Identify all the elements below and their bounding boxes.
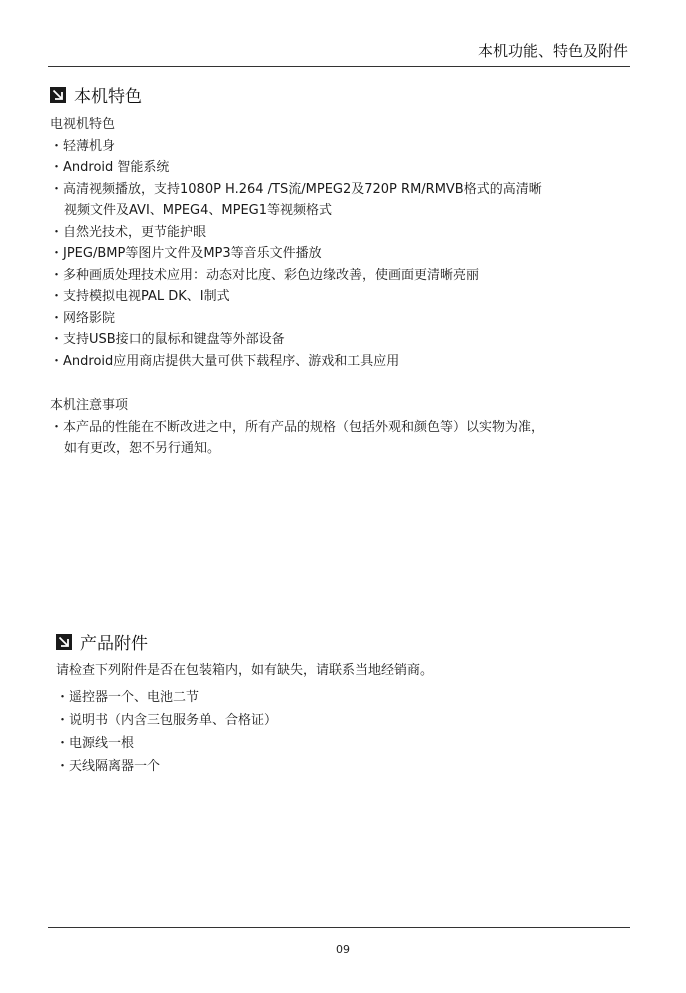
tv-features-block (50, 114, 542, 372)
arrow-down-right-icon (50, 87, 66, 103)
accessories-heading-text: 产品附件 (80, 634, 148, 654)
list-item: ・Android 智能系统 (50, 160, 170, 175)
features-heading-text: 本机特色 (74, 87, 142, 107)
list-item: ・轻薄机身 (50, 138, 116, 154)
list-item: ・本产品的性能在不断改进之中，所有产品的规格（包括外观和颜色等）以实物为准， (50, 419, 545, 435)
list-item: ・支持模拟电视PAL DK、I制式 (50, 289, 230, 304)
list-item: ・支持USB接口的鼠标和键盘等外部设备 (50, 332, 285, 347)
list-item-continuation: 如有更改，恕不另行通知。 (64, 441, 221, 456)
page-header-title: 本机功能、特色及附件 (477, 42, 628, 60)
list-item: ・自然光技术，更节能护眼 (50, 224, 207, 240)
header-divider (48, 66, 630, 67)
list-item: ・电源线一根 (56, 736, 135, 751)
arrow-down-right-icon (56, 634, 72, 650)
page-number: 09 (336, 943, 350, 956)
list-item: ・天线隔离器一个 (56, 759, 161, 774)
list-item: ・JPEG/BMP等图片文件及MP3等音乐文件播放 (50, 246, 322, 261)
tv-features-title: 电视机特色 (50, 117, 116, 132)
list-item: ・遥控器一个、电池二节 (56, 690, 200, 705)
notes-title: 本机注意事项 (50, 398, 129, 413)
features-section-heading (50, 82, 142, 107)
list-item: ・高清视频播放，支持1080P H.264 /TS流/MPEG2及720P RM/RMVB格式的高清晰 (50, 181, 542, 197)
list-item-continuation: 视频文件及AVI、MPEG4、MPEG1等视频格式 (64, 203, 333, 218)
footer-divider (48, 927, 630, 928)
list-item: ・多种画质处理技术应用：动态对比度、彩色边缘改善，使画面更清晰亮丽 (50, 267, 480, 283)
accessories-section-heading (56, 629, 148, 654)
accessories-block (56, 659, 433, 778)
accessories-intro: 请检查下列附件是否在包装箱内，如有缺失，请联系当地经销商。 (56, 663, 434, 678)
list-item: ・说明书（内含三包服务单、合格证） (56, 713, 278, 728)
list-item: ・Android应用商店提供大量可供下载程序、游戏和工具应用 (50, 353, 400, 369)
list-item: ・网络影院 (50, 310, 116, 326)
notes-block (50, 395, 544, 460)
